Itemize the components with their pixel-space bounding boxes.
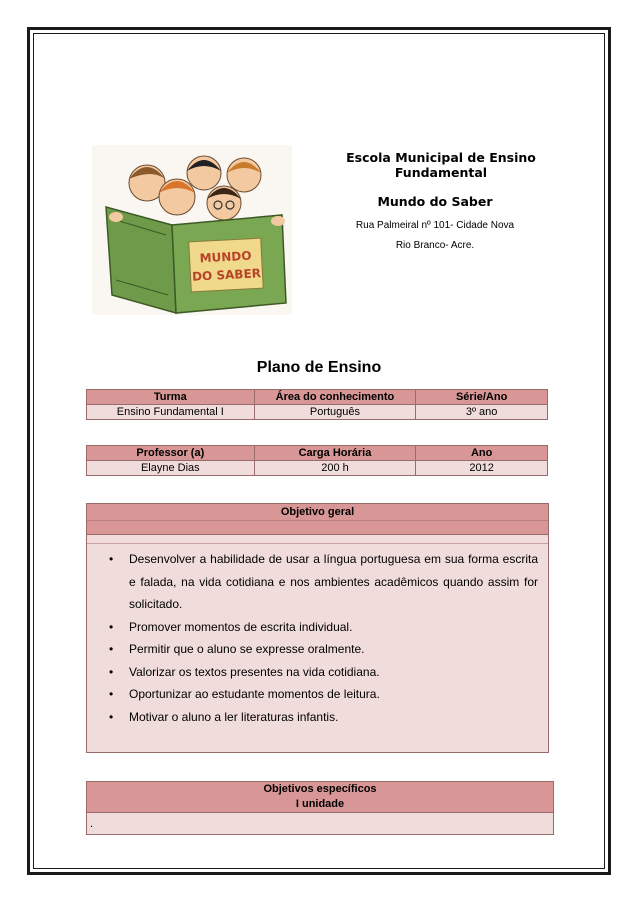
bullet-icon: • <box>109 709 114 724</box>
value-area: Português <box>254 405 416 420</box>
class-info-table <box>86 389 548 420</box>
school-header <box>300 150 570 251</box>
header-serie: Série/Ano <box>416 390 548 405</box>
objetivos-especificos-content: . <box>90 818 94 830</box>
objetivo-geral-section <box>86 503 549 753</box>
school-address: Rua Palmeiral nº 101- Cidade Nova <box>355 220 515 231</box>
school-name: Escola Municipal de Ensino Fundamental <box>346 150 536 180</box>
document-title: Plano de Ensino <box>256 359 382 376</box>
header-carga: Carga Horária <box>254 446 416 461</box>
logo-text-line2: DO SABER <box>191 266 262 284</box>
list-item: • Promover momentos de escrita individual. <box>87 616 548 639</box>
value-turma: Ensino Fundamental I <box>87 405 255 420</box>
objetivos-especificos-subtitle: I unidade <box>295 798 345 810</box>
list-item: • Valorizar os textos presentes na vida cotidiana. <box>87 661 548 684</box>
bullet-icon: • <box>109 552 114 566</box>
logo-text-line1: MUNDO <box>199 248 252 266</box>
header-area: Área do conhecimento <box>254 390 416 405</box>
value-serie: 3º ano <box>416 405 548 420</box>
list-item: • Oportunizar ao estudante momentos de leitura. <box>87 683 548 706</box>
objetivo-geral-header <box>87 504 548 535</box>
bullet-icon: • <box>109 642 114 656</box>
table-row <box>87 405 548 420</box>
list-item: • Permitir que o aluno se expresse oralmente. <box>87 638 548 661</box>
bullet-icon: • <box>109 687 114 701</box>
header-turma: Turma <box>87 390 255 405</box>
list-item: • Desenvolver a habilidade de usar a língua portuguesa em sua forma escrita e falada, na vida cotidiana e nos ambientes acadêmicos quando assim for solicitado. <box>87 548 548 616</box>
teacher-info-table <box>86 445 548 476</box>
header-professor: Professor (a) <box>87 446 255 461</box>
bullet-icon: • <box>109 619 114 634</box>
objetivo-geral-title: Objetivo geral <box>280 506 355 518</box>
list-item: • Motivar o aluno a ler literaturas infantis. <box>87 706 548 729</box>
table-header-row <box>87 390 548 405</box>
school-subtitle: Mundo do Saber <box>377 194 493 209</box>
value-ano: 2012 <box>416 461 548 476</box>
school-city: Rio Branco- Acre. <box>395 240 475 251</box>
table-header-row <box>87 446 548 461</box>
objetivos-especificos-header <box>87 782 553 813</box>
table-row <box>87 461 548 476</box>
objetivos-especificos-title: Objetivos específicos <box>263 783 377 795</box>
bullet-icon: • <box>109 664 114 679</box>
objetivos-especificos-section <box>86 781 554 835</box>
value-carga: 200 h <box>254 461 416 476</box>
objetivo-geral-list <box>87 548 548 728</box>
header-ano: Ano <box>416 446 548 461</box>
school-logo <box>92 145 292 315</box>
value-professor: Elayne Dias <box>87 461 255 476</box>
